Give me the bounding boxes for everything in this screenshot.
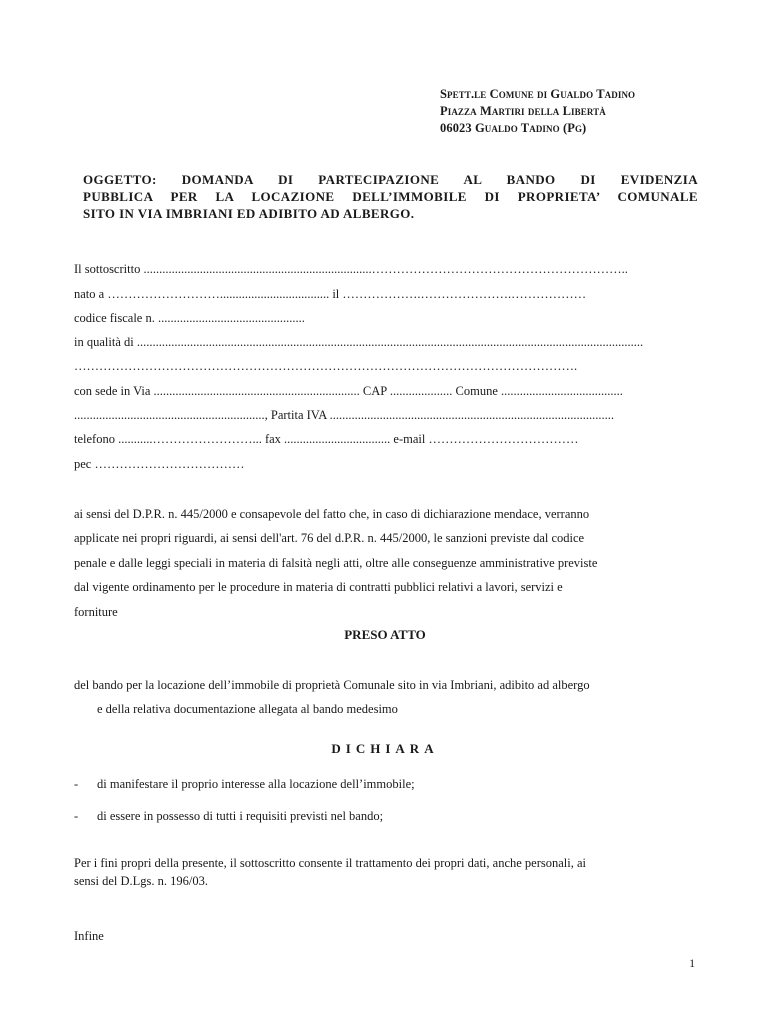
subject-line-2: PUBBLICA PER LA LOCAZIONE DELL’IMMOBILE DI PROPRIETA’ COMUNALE (83, 189, 698, 204)
declaration-line-4: dal vigente ordinamento per le procedure in materia di contratti pubblici relativi a lavori, servizi e (74, 580, 563, 594)
list-item: di essere in possesso di tutti i requisiti previsti nel bando; (97, 809, 384, 823)
form-line-vat: ............................................................., Partita IVA ........................................................................................... (74, 408, 615, 422)
addressee-line-1: Spett.le Comune di Gualdo Tadino (440, 87, 636, 101)
closing-text: Infine (74, 929, 104, 943)
dichiara-heading: DICHIARA (331, 741, 439, 756)
preso-atto-line-1: del bando per la locazione dell’immobile di proprietà Comunale sito in via Imbriani, adibito ad albergo (74, 678, 590, 692)
preso-atto-line-2: e della relativa documentazione allegata al bando medesimo (97, 702, 398, 716)
form-line-role-cont: …………………………………………………………………………………………………………. (74, 359, 578, 373)
consent-line-2: sensi del D.Lgs. n. 196/03. (74, 874, 209, 888)
form-line-fiscal-code: codice fiscale n. ............................................... (74, 311, 305, 325)
consent-line-1: Per i fini propri della presente, il sottoscritto consente il trattamento dei propri dati, anche personali, ai (74, 856, 586, 870)
form-line-role: in qualità di .................................................................................................................................................................. (74, 335, 644, 349)
declaration-line-3: penale e dalle leggi speciali in materia di falsità negli atti, oltre alle conseguenze amministrative previste (74, 556, 598, 570)
form-line-address: con sede in Via .................................................................. CAP .................... Comune ....................................... (74, 384, 623, 398)
subject-line-3: SITO IN VIA IMBRIANI ED ADIBITO AD ALBERGO. (83, 206, 415, 221)
declaration-line-2: applicate nei propri riguardi, ai sensi dell'art. 76 del d.P.R. n. 445/2000, le sanzioni previste dal codice (74, 531, 585, 545)
form-line-birth: nato a ………………………................................... il ……………….………………….……………… (74, 287, 587, 301)
preso-atto-heading: PRESO ATTO (344, 627, 426, 642)
declaration-line-5: forniture (74, 605, 118, 619)
declaration-line-1: ai sensi del D.P.R. n. 445/2000 e consapevole del fatto che, in caso di dichiarazione mendace, verranno (74, 507, 590, 521)
addressee-line-3: 06023 Gualdo Tadino (Pg) (440, 121, 587, 135)
page-number: 1 (689, 958, 695, 970)
subject-line-1: OGGETTO: DOMANDA DI PARTECIPAZIONE AL BANDO DI EVIDENZIA (83, 172, 698, 187)
list-bullet: - (74, 809, 79, 823)
list-bullet: - (74, 777, 79, 791)
form-line-contacts: telefono ...........……………………... fax .................................. e-mail ……………………………… (74, 432, 579, 446)
addressee-line-2: Piazza Martiri della Libertà (440, 104, 606, 118)
form-line-name: Il sottoscritto .........................................................................…………………………………………………….. (74, 262, 628, 276)
form-line-pec: pec ……………………………… (74, 457, 245, 471)
list-item: di manifestare il proprio interesse alla locazione dell’immobile; (97, 777, 415, 791)
